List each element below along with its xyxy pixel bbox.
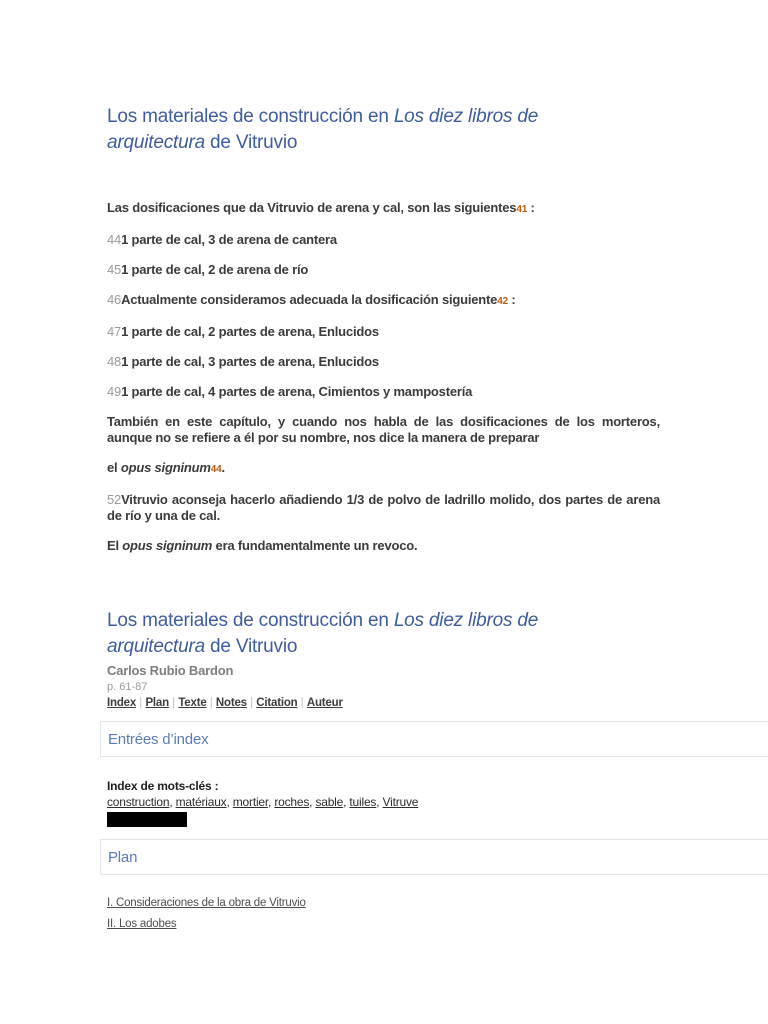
text-segment: 1 parte de cal, 2 de arena de río	[121, 262, 309, 277]
article-paragraph	[107, 538, 660, 554]
article-body	[107, 200, 660, 554]
text-segment: .	[221, 460, 225, 475]
plan-section-heading: Plan	[108, 848, 138, 866]
article-paragraph	[107, 262, 660, 278]
article-paragraph	[107, 460, 660, 478]
nav-separator: |	[246, 697, 257, 709]
text-segment: el	[107, 460, 121, 475]
keyword-separator: ,	[343, 795, 350, 809]
paragraph-number: 45	[107, 262, 122, 277]
article-title	[107, 104, 612, 156]
keyword-link[interactable]: roches	[274, 795, 310, 809]
keyword-separator: ,	[226, 795, 233, 809]
text-segment: Los materiales de construcción en	[107, 106, 394, 127]
plan-links-list	[107, 897, 768, 930]
paragraph-number: 48	[107, 354, 122, 369]
nav-separator: |	[168, 697, 179, 709]
nav-separator: |	[136, 697, 146, 709]
text-segment: Los diez libros de arquitectura	[107, 610, 539, 657]
nav-separator: |	[206, 697, 216, 709]
index-keywords-block	[107, 779, 768, 827]
text-segment: 1 parte de cal, 2 partes de arena, Enlucidos	[121, 324, 379, 339]
text-segment: 1 parte de cal, 4 partes de arena, Cimientos y mampostería	[121, 384, 473, 399]
article-title-repeat	[107, 608, 612, 660]
text-segment: de Vitruvio	[204, 132, 298, 153]
nav-link-citation[interactable]: Citation	[256, 697, 298, 709]
page-content	[100, 0, 768, 930]
text-segment: :	[507, 292, 516, 307]
keyword-link[interactable]: sable	[315, 795, 344, 809]
text-segment: Actualmente consideramos adecuada la dosificación siguiente	[121, 292, 498, 307]
text-segment: También en este capítulo, y cuando nos habla de las dosificaciones de los morteros, aunque no se refiere a él por su nombre, nos dice la manera de preparar	[107, 414, 660, 445]
text-segment: de Vitruvio	[204, 636, 298, 657]
index-section-header	[100, 721, 768, 757]
text-segment: Los diez libros de arquitectura	[107, 106, 539, 153]
paragraph-number: 47	[107, 324, 122, 339]
footnote-ref[interactable]: 42	[497, 296, 508, 307]
paragraph-number: 52	[107, 492, 122, 507]
text-segment: opus signinum	[120, 460, 211, 475]
plan-link[interactable]: I. Consideraciones de la obra de Vitruvio	[107, 897, 306, 909]
paragraph-number: 49	[107, 384, 122, 399]
plan-link[interactable]: II. Los adobes	[107, 918, 177, 930]
text-segment: El	[107, 538, 123, 553]
article-paragraph	[107, 292, 660, 310]
nav-link-texte[interactable]: Texte	[178, 697, 207, 709]
keyword-separator: ,	[169, 795, 176, 809]
article-paragraph	[107, 354, 660, 370]
nav-link-auteur[interactable]: Auteur	[306, 697, 343, 709]
keyword-link[interactable]: construction	[107, 795, 170, 809]
paragraph-number: 44	[107, 232, 122, 247]
keyword-link[interactable]: tuiles	[349, 795, 377, 809]
nav-link-plan[interactable]: Plan	[145, 697, 169, 709]
article-paragraph	[107, 232, 660, 248]
article-paragraph	[107, 384, 660, 400]
text-segment: Los materiales de construcción en	[107, 610, 394, 631]
text-segment: Vitruvio aconseja hacerlo añadiendo 1/3 de polvo de ladrillo molido, dos partes de arena de río y una de cal.	[107, 492, 660, 523]
text-segment: 1 parte de cal, 3 partes de arena, Enlucidos	[121, 354, 379, 369]
keyword-separator: ,	[376, 795, 383, 809]
author-name: Carlos Rubio Bardon	[107, 663, 234, 678]
keywords-label: Index de mots-clés :	[107, 779, 219, 793]
keyword-link[interactable]: Vitruve	[382, 795, 419, 809]
text-segment: opus signinum	[122, 538, 213, 553]
keyword-link[interactable]: mortier	[232, 795, 269, 809]
footnote-ref[interactable]: 44	[210, 464, 222, 475]
text-segment: era fundamentalmente un revoco.	[212, 538, 418, 553]
keyword-separator: ,	[309, 795, 316, 809]
footnote-ref[interactable]: 41	[516, 204, 528, 215]
text-segment: Las dosificaciones que da Vitruvio de arena y cal, son las siguientes	[107, 200, 517, 215]
index-section-heading: Entrées d’index	[108, 730, 209, 748]
nav-separator: |	[297, 697, 307, 709]
keyword-link[interactable]: matériaux	[175, 795, 227, 809]
article-paragraph	[107, 414, 660, 446]
text-segment: 1 parte de cal, 3 de arena de cantera	[121, 232, 337, 247]
plan-section-header	[100, 839, 768, 875]
text-segment: :	[527, 200, 535, 215]
page-range: p. 61-87	[107, 681, 148, 693]
keyword-separator: ,	[268, 795, 275, 809]
document-nav	[107, 697, 768, 709]
nav-link-notes[interactable]: Notes	[215, 697, 247, 709]
redacted-block	[107, 812, 187, 827]
keywords-list	[107, 795, 768, 809]
article-paragraph	[107, 492, 660, 524]
article-paragraph	[107, 200, 660, 218]
article-paragraph	[107, 324, 660, 340]
nav-link-index[interactable]: Index	[107, 697, 137, 709]
paragraph-number: 46	[107, 292, 122, 307]
